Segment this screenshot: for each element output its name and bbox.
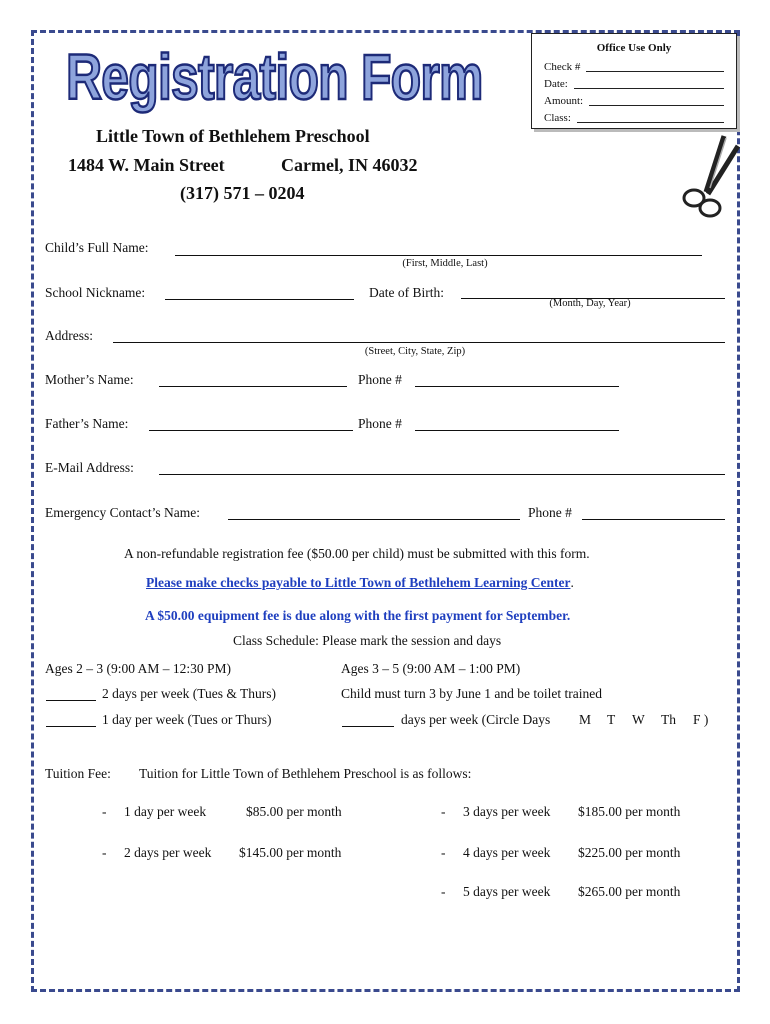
school-street: 1484 W. Main Street: [68, 155, 225, 175]
rate-3-price: $185.00 per month: [578, 804, 681, 819]
rate-4-price: $225.00 per month: [578, 845, 681, 860]
father-phone-label: Phone #: [358, 416, 402, 431]
days-per-week-label: days per week (Circle Days: [401, 712, 551, 727]
one-day-option-label: 1 day per week (Tues or Thurs): [102, 712, 272, 727]
emergency-phone-label: Phone #: [528, 505, 572, 520]
dob-label: Date of Birth:: [369, 285, 444, 300]
rate-bullet: -: [102, 845, 107, 860]
office-use-box: [531, 33, 737, 129]
rate-bullet: -: [441, 884, 446, 899]
rate-2-days: 2 days per week: [124, 845, 212, 860]
tuition-label: Tuition Fee:: [45, 766, 111, 781]
father-name-label: Father’s Name:: [45, 416, 129, 431]
emergency-name-input[interactable]: [228, 519, 520, 520]
school-name: Little Town of Bethlehem Preschool: [96, 126, 370, 146]
email-input[interactable]: [159, 474, 725, 475]
mother-name-label: Mother’s Name:: [45, 372, 134, 387]
rate-2-price: $145.00 per month: [239, 845, 342, 860]
rate-5-days: 5 days per week: [463, 884, 551, 899]
rate-bullet: -: [441, 845, 446, 860]
two-day-option-label: 2 days per week (Tues & Thurs): [102, 686, 276, 701]
checks-notice-link[interactable]: Please make checks payable to Little Town of Bethlehem Learning Center: [146, 575, 571, 590]
school-phone: (317) 571 – 0204: [180, 183, 305, 203]
emergency-name-label: Emergency Contact’s Name:: [45, 505, 200, 520]
one-day-option-blank[interactable]: [46, 726, 96, 727]
rate-1-days: 1 day per week: [124, 804, 207, 819]
rate-bullet: -: [441, 804, 446, 819]
child-name-label: Child’s Full Name:: [45, 240, 149, 255]
office-amount-field[interactable]: Amount:: [544, 95, 724, 107]
office-use-title: Office Use Only: [596, 42, 672, 54]
day-m[interactable]: M: [579, 712, 592, 727]
checks-notice: Please make checks payable to Little Town of Bethlehem Learning Center.: [146, 575, 574, 590]
tuition-intro: Tuition for Little Town of Bethlehem Preschool is as follows:: [139, 766, 472, 781]
father-name-input[interactable]: [149, 430, 353, 431]
nickname-input[interactable]: [165, 299, 354, 300]
days-per-week-blank[interactable]: [342, 726, 394, 727]
rate-5-price: $265.00 per month: [578, 884, 681, 899]
address-hint: (Street, City, State, Zip): [364, 346, 466, 357]
form-title: Registration Form: [66, 41, 483, 113]
mother-name-input[interactable]: [159, 386, 347, 387]
scissors-icon: [680, 132, 748, 222]
office-class-field[interactable]: Class:: [544, 112, 724, 124]
toilet-trained-note: Child must turn 3 by June 1 and be toilet trained: [341, 686, 602, 701]
office-date-field[interactable]: Date:: [544, 78, 724, 90]
school-city: Carmel, IN 46032: [281, 155, 418, 175]
class-schedule-heading: Class Schedule: Please mark the session and days: [233, 633, 502, 648]
ages-2-3-header: Ages 2 – 3 (9:00 AM – 12:30 PM): [45, 661, 232, 676]
rate-1-price: $85.00 per month: [246, 804, 342, 819]
mother-phone-input[interactable]: [415, 386, 619, 387]
mother-phone-label: Phone #: [358, 372, 402, 387]
email-label: E-Mail Address:: [45, 460, 134, 475]
two-day-option-blank[interactable]: [46, 700, 96, 701]
day-w[interactable]: W: [632, 712, 645, 727]
ages-3-5-header: Ages 3 – 5 (9:00 AM – 1:00 PM): [341, 661, 521, 676]
day-t[interactable]: T: [607, 712, 616, 727]
father-phone-input[interactable]: [415, 430, 619, 431]
emergency-phone-input[interactable]: [582, 519, 725, 520]
child-name-input[interactable]: [175, 255, 702, 256]
rate-4-days: 4 days per week: [463, 845, 551, 860]
child-name-hint: (First, Middle, Last): [402, 258, 488, 269]
dob-hint: (Month, Day, Year): [549, 298, 631, 309]
nickname-label: School Nickname:: [45, 285, 146, 300]
rate-3-days: 3 days per week: [463, 804, 551, 819]
address-input[interactable]: [113, 342, 725, 343]
day-f[interactable]: F ): [693, 712, 709, 727]
day-th[interactable]: Th: [661, 712, 676, 727]
equipment-fee-notice: A $50.00 equipment fee is due along with the first payment for September.: [145, 608, 571, 623]
office-check-field[interactable]: Check #: [544, 61, 724, 73]
fee-notice: A non-refundable registration fee ($50.00 per child) must be submitted with this form.: [124, 546, 590, 561]
address-label: Address:: [45, 328, 93, 343]
rate-bullet: -: [102, 804, 107, 819]
